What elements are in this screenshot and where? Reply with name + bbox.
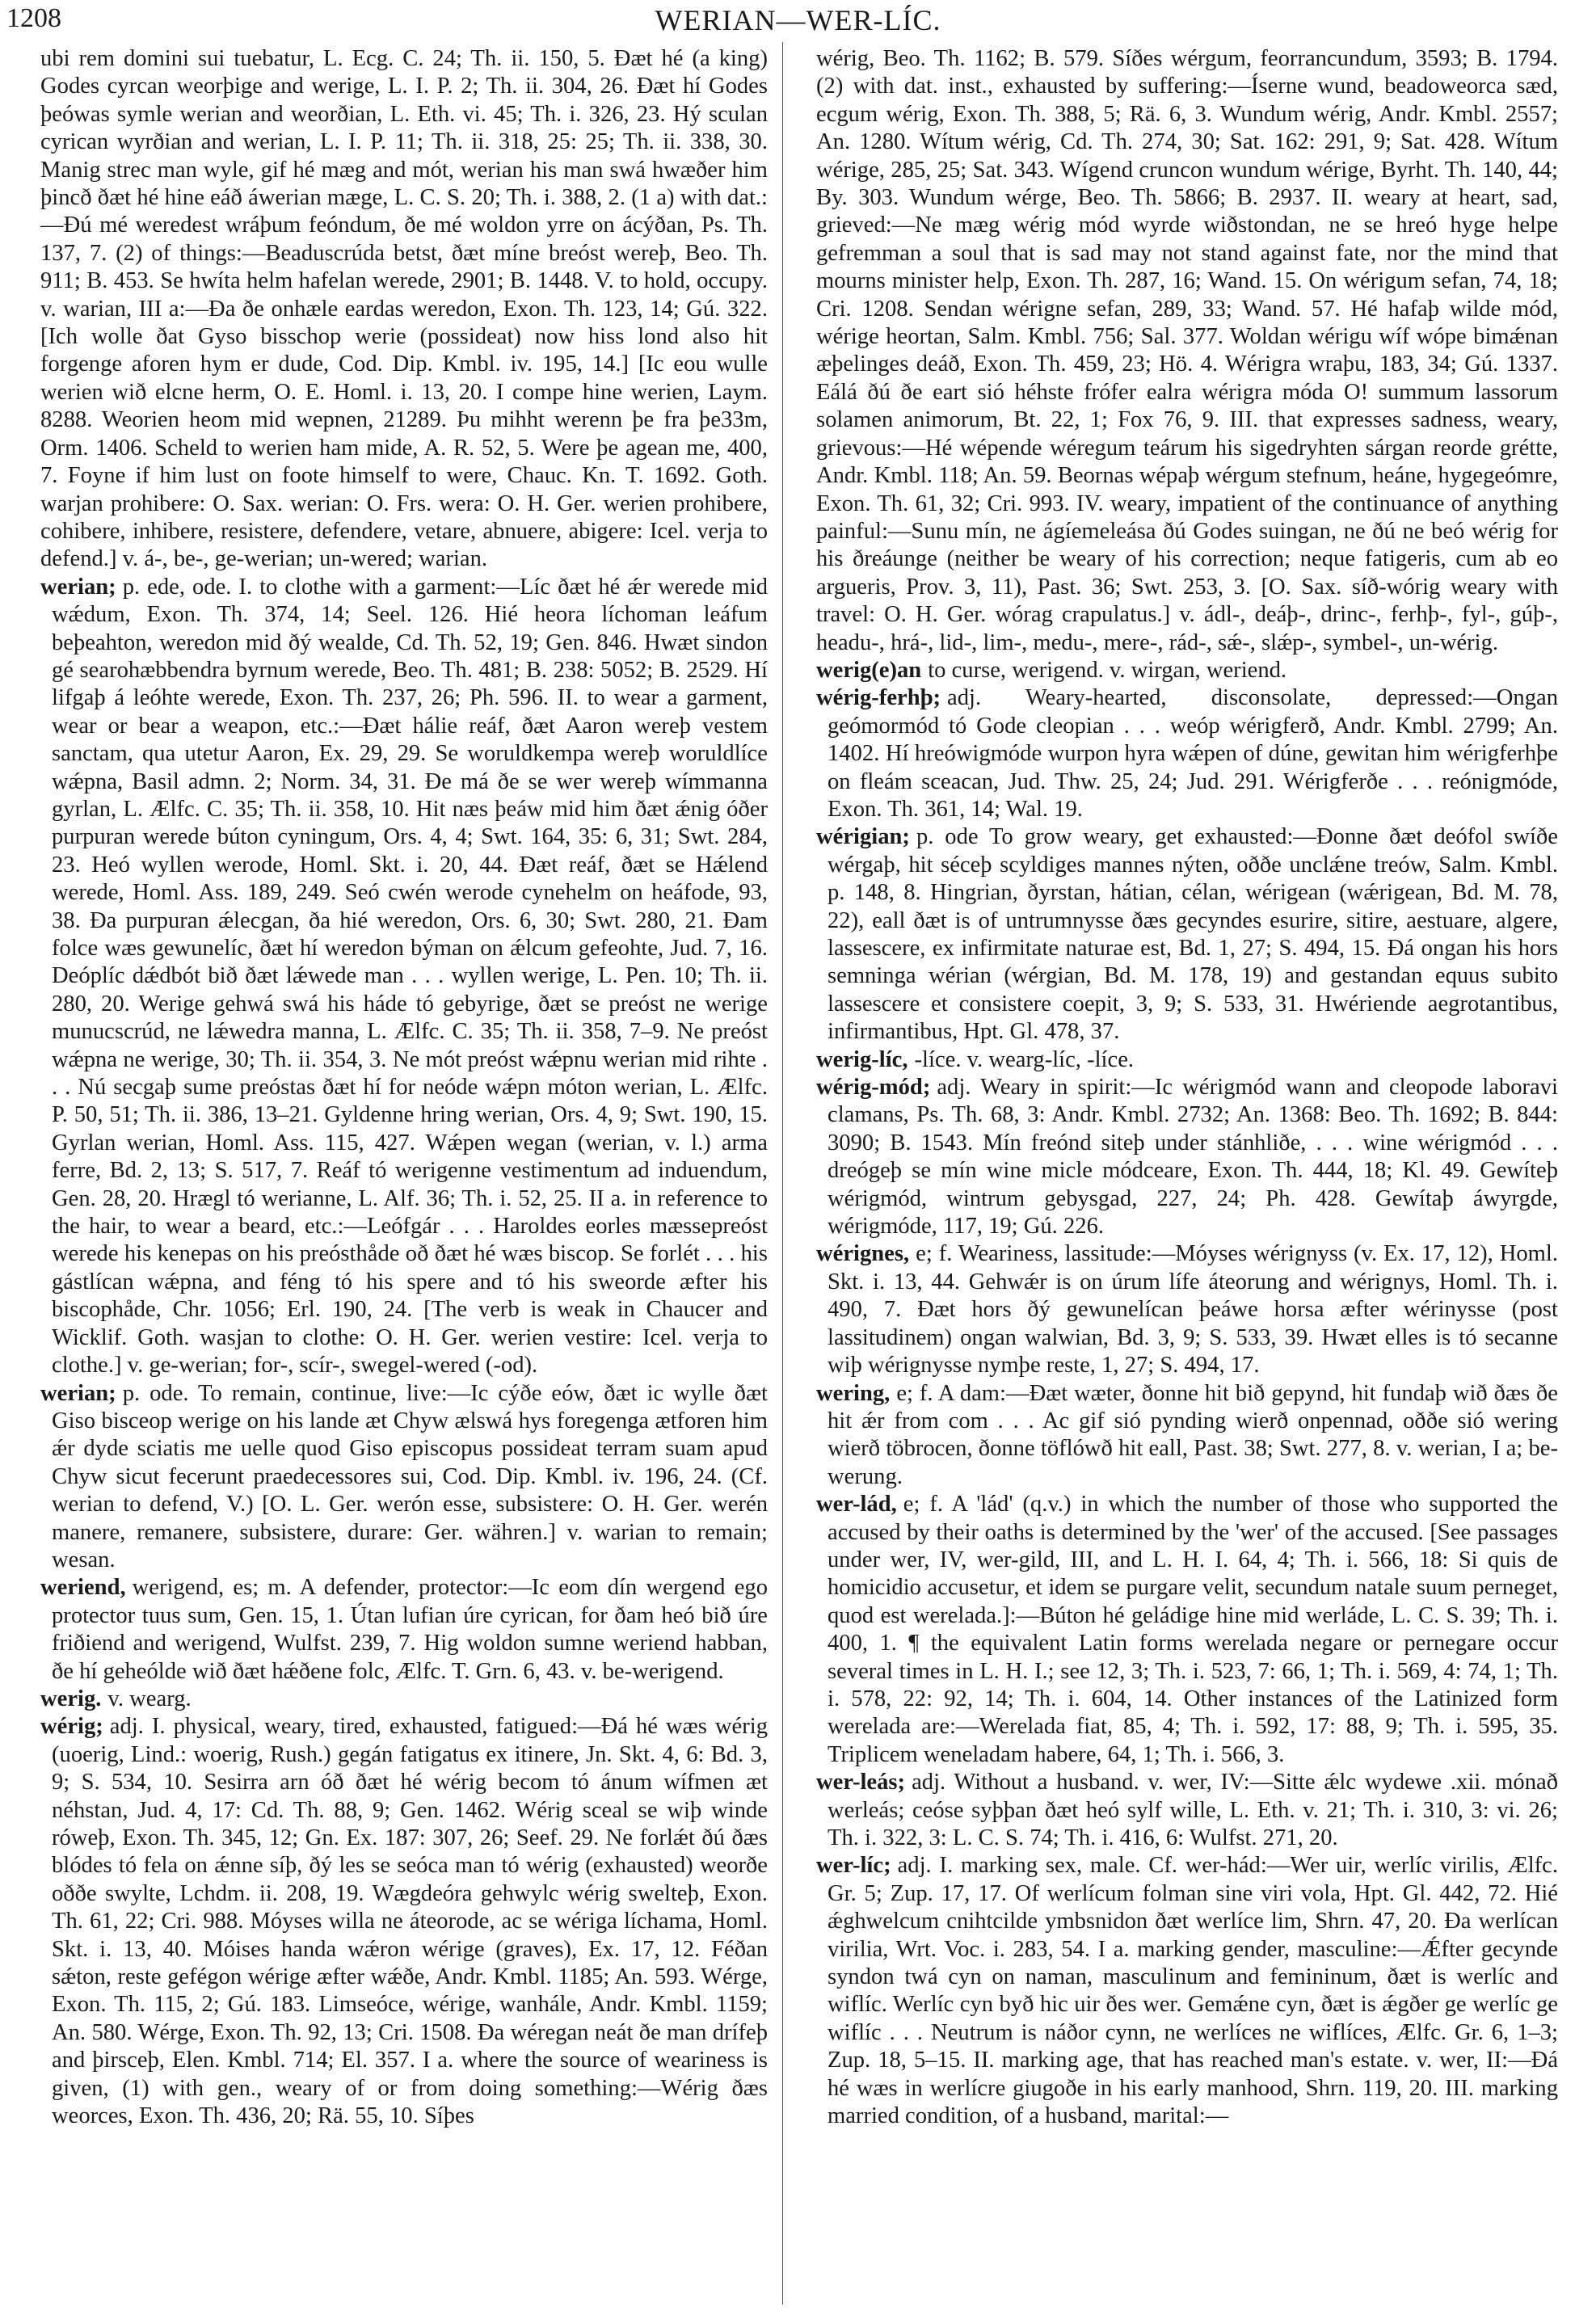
right-column xyxy=(816,45,1558,2130)
headword: weriend, xyxy=(40,1575,126,1601)
dictionary-entry xyxy=(816,1769,1558,1852)
headword: werian; xyxy=(40,1380,116,1406)
dictionary-entry xyxy=(40,1380,768,1575)
entry-body: adj. Without a husband. v. wer, IV:—Sitte ǽlc wydewe .xii. mónað werleás; ceóse syþþan ðæt heó sylf wille, L. Eth. v. 21; Th. i. 310, 3: vi. 26; Th. i. 322, 3: L. C. S. 74; Th. i. 416, 6: Wulfst. 271, 20. xyxy=(827,1770,1558,1850)
dictionary-entry xyxy=(40,574,768,1380)
entry-body: p. ode. To remain, continue, live:—Ic cýðe eów, ðæt ic wylle ðæt Giso bisceop werige on his lande æt Chyw ælswá hys foregenga ætforen him ǽr dyde sciatis me uelle quod Giso episcopus possideat terram suam apud Chyw sicut fecerunt praedecessores sui, Cod. Dip. Kmbl. iv. 196, 24. (Cf. werian to defend, V.) [O. L. Ger. werón esse, subsistere: O. H. Ger. werén manere, remanere, subsistere, durare: Ger. währen.] v. warian to remain; wesan. xyxy=(52,1380,768,1572)
dictionary-entry xyxy=(40,1713,768,2130)
running-title: WERIAN—WER-LÍC. xyxy=(655,4,941,36)
dictionary-entry xyxy=(40,1574,768,1686)
entry-body: e; f. A dam:—Ðæt wæter, ðonne hit bið gepynd, hit fundaþ wið ðæs ðe hit ǽr from com . . . Ac gif sió pynding wierð onpennad, oððe sió wering wierð töbrocen, ðonne töflówð hit eall, Past. 38; Swt. 277, 8. v. werian, I a; be-werung. xyxy=(827,1380,1558,1489)
entry-body: werigend, es; m. A defender, protector:—Ic eom dín wergend ego protector tuus sum, Gen. 15, 1. Útan lufian úre cyrican, for ðam heó bið úre friðiend and werigend, Wulfst. 239, 7. Hig woldon sumne weriend habban, ðe hí geheólde wið ðæt hǽðene folc, Ælfc. T. Grn. 6, 43. v. be-werigend. xyxy=(52,1575,768,1684)
headword: wérig-ferhþ; xyxy=(816,685,941,711)
headword: werig-líc, xyxy=(816,1046,908,1072)
entry-continuation xyxy=(40,45,768,574)
entry-continuation xyxy=(816,45,1558,657)
entry-body: -líce. v. wearg-líc, -líce. xyxy=(914,1046,1135,1072)
entry-body: adj. I. physical, weary, tired, exhausted, fatigued:—Ðá hé wæs wérig (uoerig, Lind.: woerig, Rush.) gegán fatigatus ex itinere, Jn. Skt. 4, 6: Bd. 3, 9; S. 534, 10. Sesirra arn óð ðæt hé wérig becom tó ánum wífmen æt néhstan, Jud. 4, 17: Cd. Th. 88, 9; Gen. 1462. Wérig sceal se wiþ winde róweþ, Exon. Th. 345, 12; Gn. Ex. 187: 307, 26; Seef. 29. Ne forlǽt ðú ðæs blódes tó fela on ǽnne síþ, ðý les se seóca man tó wérig (exhausted) weorðe oððe swylte, Lchdm. ii. 208, 19. Wægdeóra gehwylc wérig swelteþ, Exon. Th. 61, 22; Cri. 988. Móyses willa ne áteorode, ac se wériga líchama, Homl. Skt. i. 13, 40. Móises handa wǽron wérige (graves), Ex. 17, 12. Féðan sǽton, reste gefégon wérige æfter wǽðe, Andr. Kmbl. 1185; An. 593. Wérge, Exon. Th. 115, 2; Gú. 183. Limseóce, wérige, wanhále, Andr. Kmbl. 1159; An. 580. Wérge, Exon. Th. 92, 13; Cri. 1508. Ða wéregan neát ðe man drífeþ and þirsceþ, Elen. Kmbl. 714; El. 357. I a. where the source of weariness is given, (1) with gen., weary of or from doing something:—Wérig ðæs weorces, Exon. Th. 436, 20; Rä. 55, 10. Síþes xyxy=(52,1714,768,2129)
entry-body: p. ede, ode. I. to clothe with a garment:—Líc ðæt hé ǽr werede mid wǽdum, Exon. Th. 374, 14; Seel. 126. Hié heora líchoman leáfum beþeahton, weredon mid ðý wealde, Cd. Th. 52, 19; Gen. 846. Hwæt sindon gé searohæbbendra byrnum werede, Beo. Th. 481; B. 238: 5052; B. 2529. Hí lifgaþ á leóhte werede, Exon. Th. 237, 26; Ph. 596. II. to wear a garment, wear or bear a weapon, etc.:—Ðæt hálie reáf, ðæt Aaron wereþ vestem sanctam, qua utetur Aaron, Ex. 29, 29. Se woruldkempa wereþ woruldlíce wǽpna, Basil admn. 2; Norm. 34, 31. Ðe má ðe se wer wereþ wímmanna gyrlan, L. Ælfc. C. 35; Th. ii. 358, 10. Hit næs þeáw mid him ðæt ǽnig óðer purpuran werede búton cyningum, Ors. 4, 4; Swt. 164, 35: 6, 31; Swt. 284, 23. Heó wyllen werode, Homl. Skt. i. 20, 44. Ðæt reáf, ðæt se Hǽlend werede, Homl. Ass. 189, 249. Seó cwén werode cynehelm on heáfode, 93, 38. Ða purpuran ǽlecgan, ða hié weredon, Ors. 6, 30; Swt. 280, 21. Ðam folce wæs gewunelíc, ðæt hí weredon býman on ǽlcum gefeohte, Jud. 7, 16. Deóplíc dǽdbót bið ðæt lǽwede man . . . wyllen werige, L. Pen. 10; Th. ii. 280, 20. Werige gehwá swá his háde tó gebyrige, ðæt se preóst ne werige munucscrúd, ne lǽwedra manna, L. Ælfc. C. 35; Th. ii. 358, 7–9. Ne preóst wǽpna ne werige, 30; Th. ii. 354, 3. Ne mót preóst wǽpnu werian mid rihte . . . Nú secgaþ sume preóstas ðæt hí for neóde wǽpn móton werian, L. Ælfc. P. 50, 51; Th. ii. 386, 13–21. Gyldenne hring werian, Ors. 4, 9; Swt. 190, 15. Gyrlan werian, Homl. Ass. 115, 427. Wǽpen wegan (werian, v. l.) arma ferre, Bd. 2, 13; S. 517, 7. Reáf tó werigenne vestimentum ad induendum, Gen. 28, 20. Hrægl tó werianne, L. Alf. 36; Th. i. 52, 25. II a. in reference to the hair, to wear a beard, etc.:—Leófgár . . . Haroldes eorles mæssepreóst werede his kenepas on his preósthåde oð ðæt hé wæs biscop. Se forlét . . . his gástlícan wǽpna, and féng tó his spere and tó his sweorde æfter his biscophåde, Chr. 1056; Erl. 190, 24. [The verb is weak in Chaucer and Wicklif. Goth. wasjan to clothe: O. H. Ger. werien vestire: Icel. verja to clothe.] v. ge-werian; for-, scír-, swegel-wered (-od). xyxy=(52,574,768,1379)
headword: wérig; xyxy=(40,1714,103,1740)
dictionary-entry xyxy=(816,1240,1558,1379)
entry-body: v. wearg. xyxy=(107,1686,192,1711)
dictionary-entry xyxy=(816,1046,1558,1074)
headword: wérig-mód; xyxy=(816,1075,931,1101)
entry-body: adj. Weary-hearted, disconsolate, depressed:—Ongan geómormód tó Gode cleopian . . . weóp wérigferð, Andr. Kmbl. 2799; An. 1402. Hí hreówigmóde wurpon hyra wǽpen of dúne, gewitan him wérigferhþe on fleám sceacan, Jud. Thw. 25, 24; Jud. 291. Wérigferðe . . . reónigmóde, Exon. Th. 361, 14; Wal. 19. xyxy=(827,685,1558,822)
dictionary-entry xyxy=(816,1852,1558,2130)
headword: werig(e)an xyxy=(816,657,922,683)
left-column xyxy=(40,45,768,2130)
headword: wérignes, xyxy=(816,1241,910,1267)
headword: wering, xyxy=(816,1380,891,1406)
headword: wer-leás; xyxy=(816,1770,906,1795)
entry-body: wérig, Beo. Th. 1162; B. 579. Síðes wérgum, feorrancundum, 3593; B. 1794. (2) with dat. inst., exhausted by suffering:—Íserne wund, beadoweorca sæd, ecgum wérig, Exon. Th. 388, 5; Rä. 6, 3. Wundum wérig, Andr. Kmbl. 2557; An. 1280. Wítum wérig, Cd. Th. 274, 30; Sat. 162: 291, 9; Sat. 428. Wítum wérige, 285, 25; Sat. 343. Wígend cruncon wundum wérige, Byrht. Th. 140, 44; By. 303. Wundum wérge, Beo. Th. 5866; B. 2937. II. weary at heart, sad, grieved:—Ne mæg wérig mód wyrde wiðstondan, ne se hreó hyge helpe gefremman a soul that is sad may not stand against fate, nor the mind that mourns minister help, Exon. Th. 287, 16; Wand. 15. On wérigum sefan, 74, 18; Cri. 1208. Sendan wérigne sefan, 289, 33; Wand. 57. Hé hafaþ wilde mód, wérige heortan, Salm. Kmbl. 756; Sal. 377. Woldan wérigu wíf wópe bimǽnan æþelinges deáð, Exon. Th. 459, 23; Hö. 4. Wérigra wraþu, 183, 34; Gú. 1337. Eálá ðú ðe eart sió héhste frófer ealra wérigra móda O! summum lassorum solamen animorum, Bt. 22, 1; Fox 76, 9. III. that expresses sadness, weary, grievous:—Hé wépende wéregum teárum his sigedryhten sárgan reorde grétte, Andr. Kmbl. 118; An. 59. Beornas wépaþ wérgum stefnum, heáne, hygegeómre, Exon. Th. 61, 32; Cri. 993. IV. weary, impatient of the continuance of anything painful:—Sunu mín, ne ágíemeleása ðú Godes suingan, ne ðú ne beó wérig for his ðreáunge (neither be weary of his correction; neque fatigeris, cum ab eo argueris, Prov. 3, 11), Past. 36; Swt. 253, 3. [O. Sax. síð-wórig weary with travel: O. H. Ger. wórag crapulatus.] v. ádl-, deáþ-, drinc-, ferhþ-, fyl-, gúþ-, headu-, hrá-, lid-, lim-, medu-, mere-, rád-, sǽ-, slǽp-, symbel-, un-wérig. xyxy=(816,46,1558,655)
headword: wer-lád, xyxy=(816,1492,897,1518)
page-number: 1208 xyxy=(6,3,61,33)
entry-body: ubi rem domini sui tuebatur, L. Ecg. C. 24; Th. ii. 150, 5. Ðæt hé (a king) Godes cyrcan weorþige and werige, L. I. P. 2; Th. ii. 304, 26. Ðæt hí Godes þeówas symle werian and weorðian, L. Eth. vi. 45; Th. i. 326, 23. Hý sculan cyrican wyrðian and werian, L. I. P. 11; Th. ii. 318, 25: 25; Th. ii. 338, 30. Manig strec man wyle, gif hé mæg and mót, werian his man swá hwæðer him þincð ðæt hé hine eáð áwerian mæge, L. C. S. 20; Th. i. 388, 2. (1 a) with dat.:—Ðú mé weredest wráþum feóndum, ðe mé woldon yrre on ácýðan, Ps. Th. 137, 7. (2) of things:—Beaduscrúda betst, ðæt míne breóst wereþ, Beo. Th. 911; B. 453. Se hwíta helm hafelan werede, 2901; B. 1448. V. to hold, occupy. v. warian, III a:—Ða ðe onhæle eardas weredon, Exon. Th. 123, 14; Gú. 322. [Ich wolle ðat Gyso bisschop werie (possideat) now hiss lond also hit forgenge aforen hym er dude, Cod. Dip. Kmbl. iv. 195, 14.] [Ic eou wulle werien wið elcne herm, O. E. Homl. i. 13, 20. I compe hine werien, Laym. 8288. Weorien heom mid wepnen, 21289. Þu mihht werenn þe fra þe33m, Orm. 1406. Scheld to werien ham mide, A. R. 52, 5. Were þe agean me, 400, 7. Foyne if him lust on foote himself to were, Chauc. Kn. T. 1692. Goth. warjan prohibere: O. Sax. werian: O. Frs. wera: O. H. Ger. werien prohibere, cohibere, inhibere, resistere, defendere, vetare, abnuere, abigere: Icel. verja to defend.] v. á-, be-, ge-werian; un-wered; warian. xyxy=(40,46,768,572)
headword: wer-líc; xyxy=(816,1853,891,1879)
entry-body: e; f. A 'lád' (q.v.) in which the number of those who supported the accused by their oaths is determined by the 'wer' of the accused. [See passages under wer, IV, wer-gild, III, and L. H. I. 64, 4; Th. i. 566, 18: Si quis de homicidio accusetur, et idem se purgare velit, secundum natale suum perneget, quod est werelada.]:—Búton hé geládige hine mid werláde, L. C. S. 39; Th. i. 400, 1. ¶ the equivalent Latin forms werelada negare or pernegare occur several times in L. H. I.; see 12, 3; Th. i. 523, 7: 66, 1; Th. i. 569, 4: 74, 1; Th. i. 578, 22: 92, 14; Th. i. 604, 14. Other instances of the Latinized form werelada are:—Werelada fiat, 85, 4; Th. i. 592, 17: 88, 9; Th. i. 595, 35. Triplicem weneladam habere, 64, 1; Th. i. 566, 3. xyxy=(827,1492,1558,1767)
dictionary-entry xyxy=(816,823,1558,1046)
dictionary-entry xyxy=(816,684,1558,823)
column-divider xyxy=(782,42,783,2305)
entry-body: p. ode To grow weary, get exhausted:—Ðonne ðæt deófol swíðe wérgaþ, hit séceþ scyldiges mannes nýten, oððe unclǽne treów, Salm. Kmbl. p. 148, 8. Hingrian, ðyrstan, hátian, célan, wérigean (wǽrigean, Bd. M. 78, 22), eall ðæt is of untrumnysse ðæs gecyndes esurire, sitire, aestuare, algere, lassescere, ex infirmitate naturae est, Bd. 1, 27; S. 494, 15. Ðá ongan his hors semninga wérian (wérgian, Bd. M. 178, 19) and gestandan equus subito lassescere et consistere coepit, 3, 9; S. 533, 31. Hwériende aegrotantibus, infirmantibus, Hpt. Gl. 478, 37. xyxy=(827,824,1558,1045)
dictionary-entry xyxy=(816,1074,1558,1240)
entry-body: e; f. Weariness, lassitude:—Móyses wérignyss (v. Ex. 17, 12), Homl. Skt. i. 13, 44. Gehwǽr is on úrum lífe áteorung and wérignys, Homl. Th. i. 490, 7. Ðæt hors ðý gewunelícan þeáwe horsa æfter wérinysse (post lassitudinem) ongan walwian, Bd. 3, 9; S. 533, 39. Hwæt elles is tó secanne wiþ wérignysse nymþe reste, 1, 27; S. 494, 17. xyxy=(827,1241,1558,1379)
dictionary-entry xyxy=(816,1491,1558,1769)
headword: werian; xyxy=(40,574,116,600)
entry-body: adj. Weary in spirit:—Ic wérigmód wann and cleopode laboravi clamans, Ps. Th. 68, 3: Andr. Kmbl. 2732; An. 1368: Beo. Th. 1692; B. 844: 3090; B. 1543. Mín freónd siteþ under stánhliðe, . . . wine wérigmód . . . dreógeþ se mín wine micle módceare, Exon. Th. 444, 18; Kl. 49. Gewíteþ wérigmód, wintrum gebysgad, 227, 24; Ph. 428. Gewítaþ áwyrgde, wérigmóde, 117, 19; Gú. 226. xyxy=(827,1075,1558,1240)
dictionary-entry xyxy=(816,1380,1558,1492)
dictionary-entry xyxy=(816,657,1558,684)
headword: werig. xyxy=(40,1686,102,1711)
dictionary-entry xyxy=(40,1686,768,1713)
headword: wérigian; xyxy=(816,824,910,850)
entry-body: to curse, werigend. v. wirgan, weriend. xyxy=(928,657,1287,683)
entry-body: adj. I. marking sex, male. Cf. wer-hád:—Wer uir, werlíc virilis, Ælfc. Gr. 5; Zup. 17, 17. Of werlícum folman sine viri vola, Hpt. Gl. 442, 72. Hié ǽghwelcum cnihtcilde ymbsnidon ðæt werlíce lim, Shrn. 47, 20. Ða werlícan virilia, Wrt. Voc. i. 283, 54. I a. marking gender, masculine:—Ǽfter gecynde syndon twá cyn on naman, masculinum and femininum, ðæt is werlíc and wiflíc. Werlíc cyn byð hic uir ðes wer. Gemǽne cyn, ðæt is ǽgðer ge werlíc ge wiflíc . . . Neutrum is náðor cynn, ne werlíces ne wiflíces, Ælfc. Gr. 6, 1–3; Zup. 18, 5–15. II. marking age, that has reached man's estate. v. wer, II:—Ðá hé wæs in werlícre giugoðe in his early manhood, Shrn. 119, 20. III. marking married condition, of a husband, marital:— xyxy=(827,1853,1558,2129)
page-header xyxy=(0,3,1596,39)
